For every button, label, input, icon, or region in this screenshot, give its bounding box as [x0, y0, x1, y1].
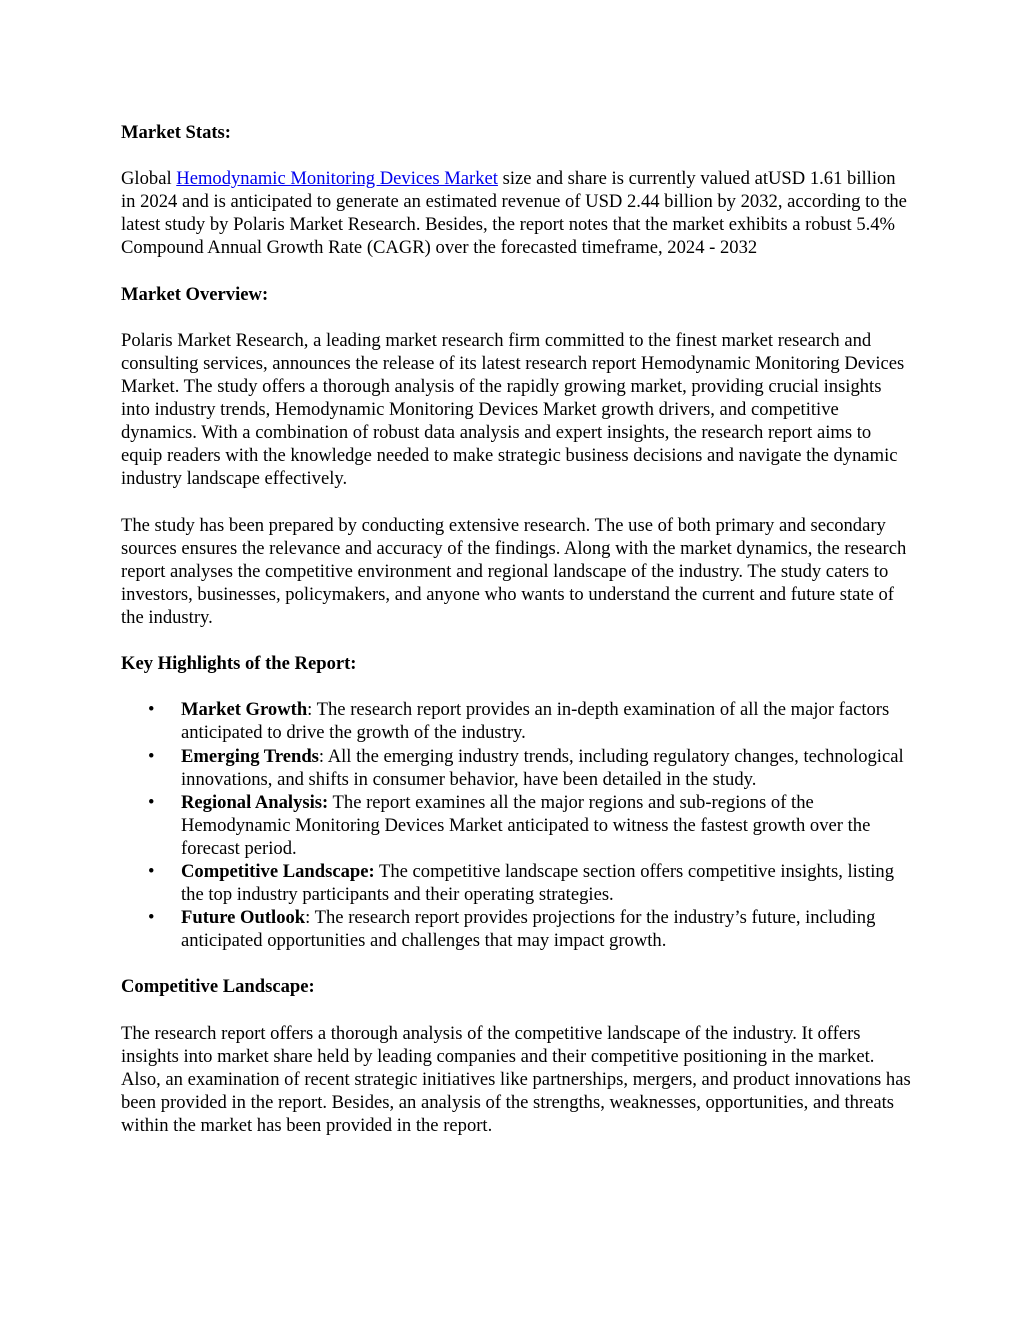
market-stats-paragraph	[121, 167, 911, 259]
key-highlights-heading: Key Highlights of the Report:	[121, 653, 357, 675]
market-overview-heading: Market Overview:	[121, 283, 269, 305]
market-stats-text-after-link: size and share is currently valued atUSD 1.61 billion in 2024 and is anticipated to generate an estimated revenue of USD 2.44 billion by 2032, according to the latest study by Polaris Market Research. Besides, the report notes that the market exhibits a robust 5.4% Compound Annual Growth Rate (CAGR) over the forecasted timeframe, 2024 - 2032	[121, 168, 907, 259]
bullet-icon: •	[148, 907, 155, 929]
bullet-icon: •	[148, 861, 155, 882]
market-overview-paragraph-2: The study has been prepared by conducting extensive research. The use of both primary and secondary sources ensures the relevance and accuracy of the findings. Along with the market dynamics, the research report analyses the competitive environment and regional landscape of the industry. The study caters to investors, businesses, policymakers, and anyone who wants to understand the current and future state of the industry.	[121, 514, 907, 628]
list-item-label: Market Growth	[181, 699, 308, 721]
list-item-text: : The research report provides projections for the industry’s future, including anticipated opportunities and challenges that may impact growth.	[181, 907, 876, 952]
market-overview-paragraph-1: Polaris Market Research, a leading market research firm committed to the finest market research and consulting services, announces the release of its latest research report Hemodynamic Monitoring Devices Market. The study offers a thorough analysis of the rapidly growing market, providing crucial insights into industry trends, Hemodynamic Monitoring Devices Market growth drivers, and competitive dynamics. With a combination of robust data analysis and expert insights, the research report aims to equip readers with the knowledge needed to make strategic business decisions and navigate the dynamic industry landscape effectively.	[121, 329, 905, 490]
bullet-icon: •	[148, 745, 155, 767]
list-item-text: The competitive landscape section offers competitive insights, listing the top industry participants and their operating strategies.	[181, 861, 894, 906]
bullet-icon: •	[148, 699, 155, 721]
list-item-text: The report examines all the major regions and sub-regions of the Hemodynamic Monitoring Devices Market anticipated to witness the fastest growth over the forecast period.	[181, 791, 871, 859]
list-item-label: Regional Analysis:	[181, 791, 329, 813]
market-stats-heading: Market Stats:	[121, 122, 231, 143]
list-item-text: : The research report provides an in-depth examination of all the major factors anticipated to drive the growth of the industry.	[181, 699, 890, 744]
competitive-landscape-paragraph: The research report offers a thorough analysis of the competitive landscape of the industry. It offers insights into market share held by leading companies and their competitive positioning in the market. Also, an examination of recent strategic initiatives like partnerships, mergers, and product innovations has been provided in the report. Besides, an analysis of the strengths, weaknesses, opportunities, and threats within the market has been provided in the report.	[121, 1022, 911, 1137]
list-item	[121, 698, 911, 744]
list-item-label: Emerging Trends	[181, 745, 319, 767]
list-item-text: : All the emerging industry trends, including regulatory changes, technological innovations, and shifts in consumer behavior, have been detailed in the study.	[181, 745, 904, 790]
list-item	[121, 745, 911, 791]
bullet-icon: •	[148, 791, 155, 813]
key-highlights-list	[121, 698, 911, 952]
market-stats-text-before-link: Global	[121, 168, 177, 190]
list-item-label: Future Outlook	[181, 907, 306, 929]
list-item	[121, 906, 911, 952]
competitive-landscape-heading: Competitive Landscape:	[121, 976, 315, 998]
document-page	[121, 121, 911, 1160]
list-item	[121, 860, 911, 906]
list-item-label: Competitive Landscape:	[181, 861, 375, 882]
hemodynamic-market-link[interactable]: Hemodynamic Monitoring Devices Market	[176, 168, 498, 190]
list-item	[121, 791, 911, 860]
